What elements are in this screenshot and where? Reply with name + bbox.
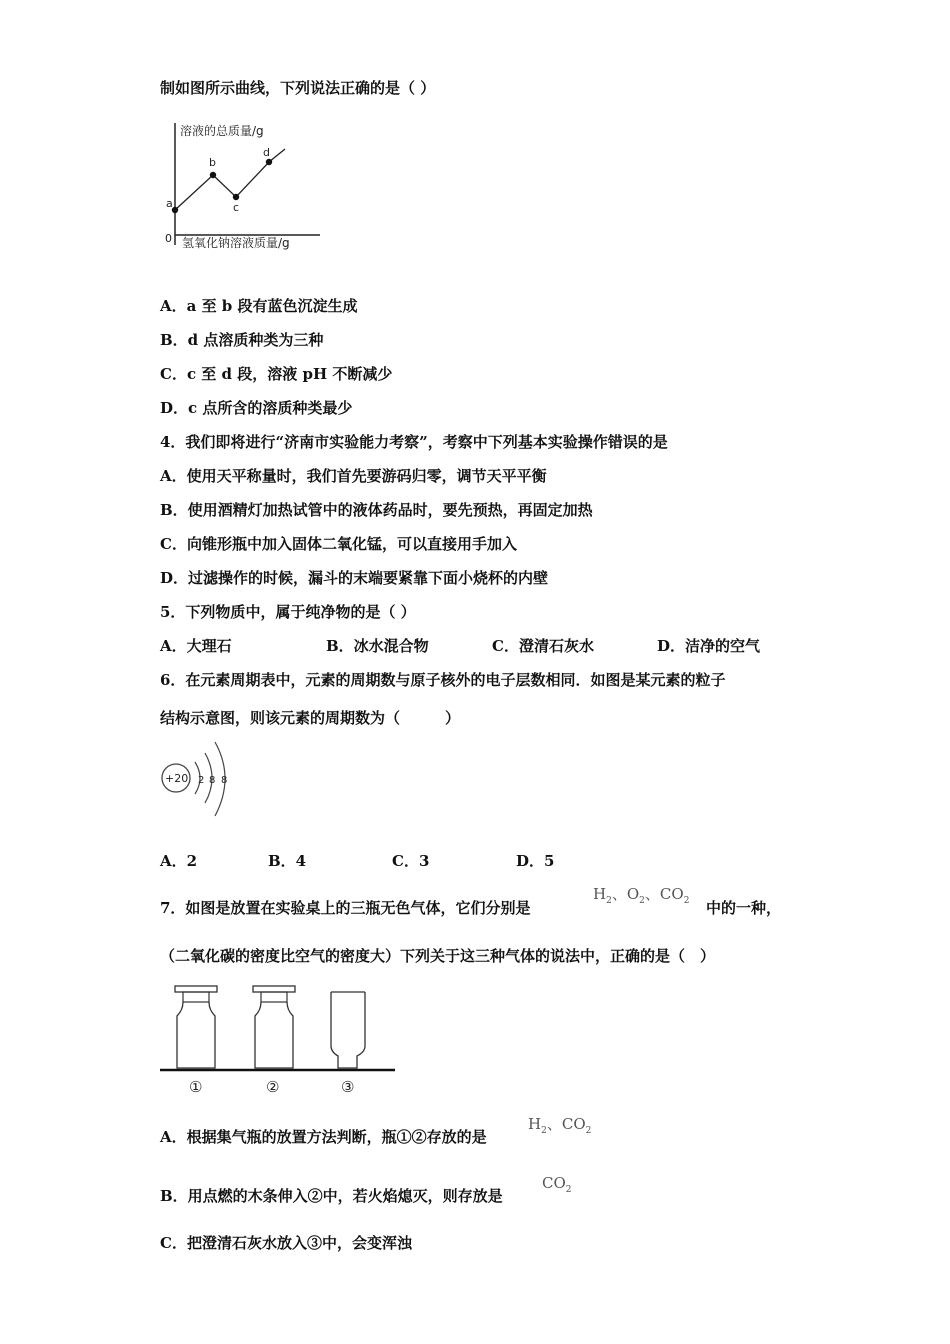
point-b: [210, 172, 216, 178]
q5-option-d[interactable]: D．洁净的空气: [657, 637, 761, 655]
graph-origin: 0: [165, 232, 172, 245]
q4-option-a[interactable]: A．使用天平称量时，我们首先要游码归零，调节天平平衡: [160, 467, 547, 485]
q5-stem: 5．下列物质中，属于纯净物的是（ ）: [160, 603, 416, 621]
label-d: d: [263, 146, 270, 159]
q3-option-b[interactable]: B．d 点溶质种类为三种: [160, 331, 324, 349]
q7-stem-suffix: 中的一种，: [706, 899, 782, 917]
point-d: [266, 159, 272, 165]
q7-stem-line2: （二氧化碳的密度比空气的密度大）下列关于这三种气体的说法中，正确的是（ ）: [160, 947, 716, 965]
q5-option-c[interactable]: C．澄清石灰水: [492, 637, 594, 655]
q6-stem-line1: 6．在元素周期表中，元素的周期数与原子核外的电子层数相同．如图是某元素的粒子: [160, 671, 726, 689]
q7-option-a-formula: $H_2$、$CO_2$: [528, 1115, 592, 1136]
point-a: [172, 207, 178, 213]
q3-option-a[interactable]: A．a 至 b 段有蓝色沉淀生成: [160, 297, 358, 315]
bottle-2: [253, 986, 295, 1068]
q3-option-c[interactable]: C．c 至 d 段，溶液 pH 不断减少: [160, 365, 393, 383]
graph-ylabel: 溶液的总质量/g: [180, 124, 264, 138]
q4-option-b[interactable]: B．使用酒精灯加热试管中的液体药品时，要先预热，再固定加热: [160, 501, 593, 519]
q6-stem-line2: 结构示意图，则该元素的周期数为（ ）: [160, 709, 461, 727]
q4-stem: 4．我们即将进行“济南市实验能力考察”，考察中下列基本实验操作错误的是: [160, 433, 668, 451]
q3-stem: 制如图所示曲线，下列说法正确的是（ ）: [160, 79, 436, 97]
nucleus-charge: +20: [165, 772, 189, 785]
atom-structure-diagram: [155, 738, 245, 822]
gas-bottles-diagram: [155, 984, 400, 1100]
q6-option-b[interactable]: B．4: [268, 852, 307, 870]
q4-option-c[interactable]: C．向锥形瓶中加入固体二氧化锰，可以直接用手加入: [160, 535, 517, 553]
q7-stem-prefix: 7．如图是放置在实验桌上的三瓶无色气体，它们分别是: [160, 899, 531, 917]
graph-xlabel: 氢氧化钠溶液质量/g: [182, 236, 290, 250]
q7-option-b[interactable]: B．用点燃的木条伸入②中，若火焰熄灭，则存放是: [160, 1187, 503, 1205]
q5-option-b[interactable]: B．冰水混合物: [326, 637, 429, 655]
label-a: a: [166, 197, 173, 210]
shell-count-1: 2: [198, 775, 205, 786]
q7-gas-formulas: $H_2$、$O_2$、$CO_2$: [593, 885, 690, 906]
point-c: [233, 194, 239, 200]
q3-graph: [150, 115, 340, 255]
label-c: c: [233, 201, 240, 214]
q6-option-c[interactable]: C．3: [392, 852, 430, 870]
q7-option-c[interactable]: C．把澄清石灰水放入③中，会变浑浊: [160, 1234, 412, 1252]
bottle-3-inverted: [331, 992, 365, 1068]
shell-count-2: 8: [209, 775, 216, 786]
label-b: b: [209, 156, 216, 169]
q6-option-a[interactable]: A．2: [160, 852, 198, 870]
q6-option-d[interactable]: D．5: [516, 852, 555, 870]
q4-option-d[interactable]: D．过滤操作的时候，漏斗的末端要紧靠下面小烧杯的内壁: [160, 569, 549, 587]
bottle-label-2: ②: [266, 1078, 280, 1096]
q7-option-b-formula: $CO_2$: [542, 1174, 572, 1195]
bottle-label-3: ③: [341, 1078, 355, 1096]
shell-count-3: 8: [221, 775, 228, 786]
q5-option-a[interactable]: A．大理石: [160, 637, 232, 655]
q3-option-d[interactable]: D．c 点所含的溶质种类最少: [160, 399, 353, 417]
q7-option-a[interactable]: A．根据集气瓶的放置方法判断，瓶①②存放的是: [160, 1128, 487, 1146]
bottle-label-1: ①: [189, 1078, 203, 1096]
bottle-1: [175, 986, 217, 1068]
